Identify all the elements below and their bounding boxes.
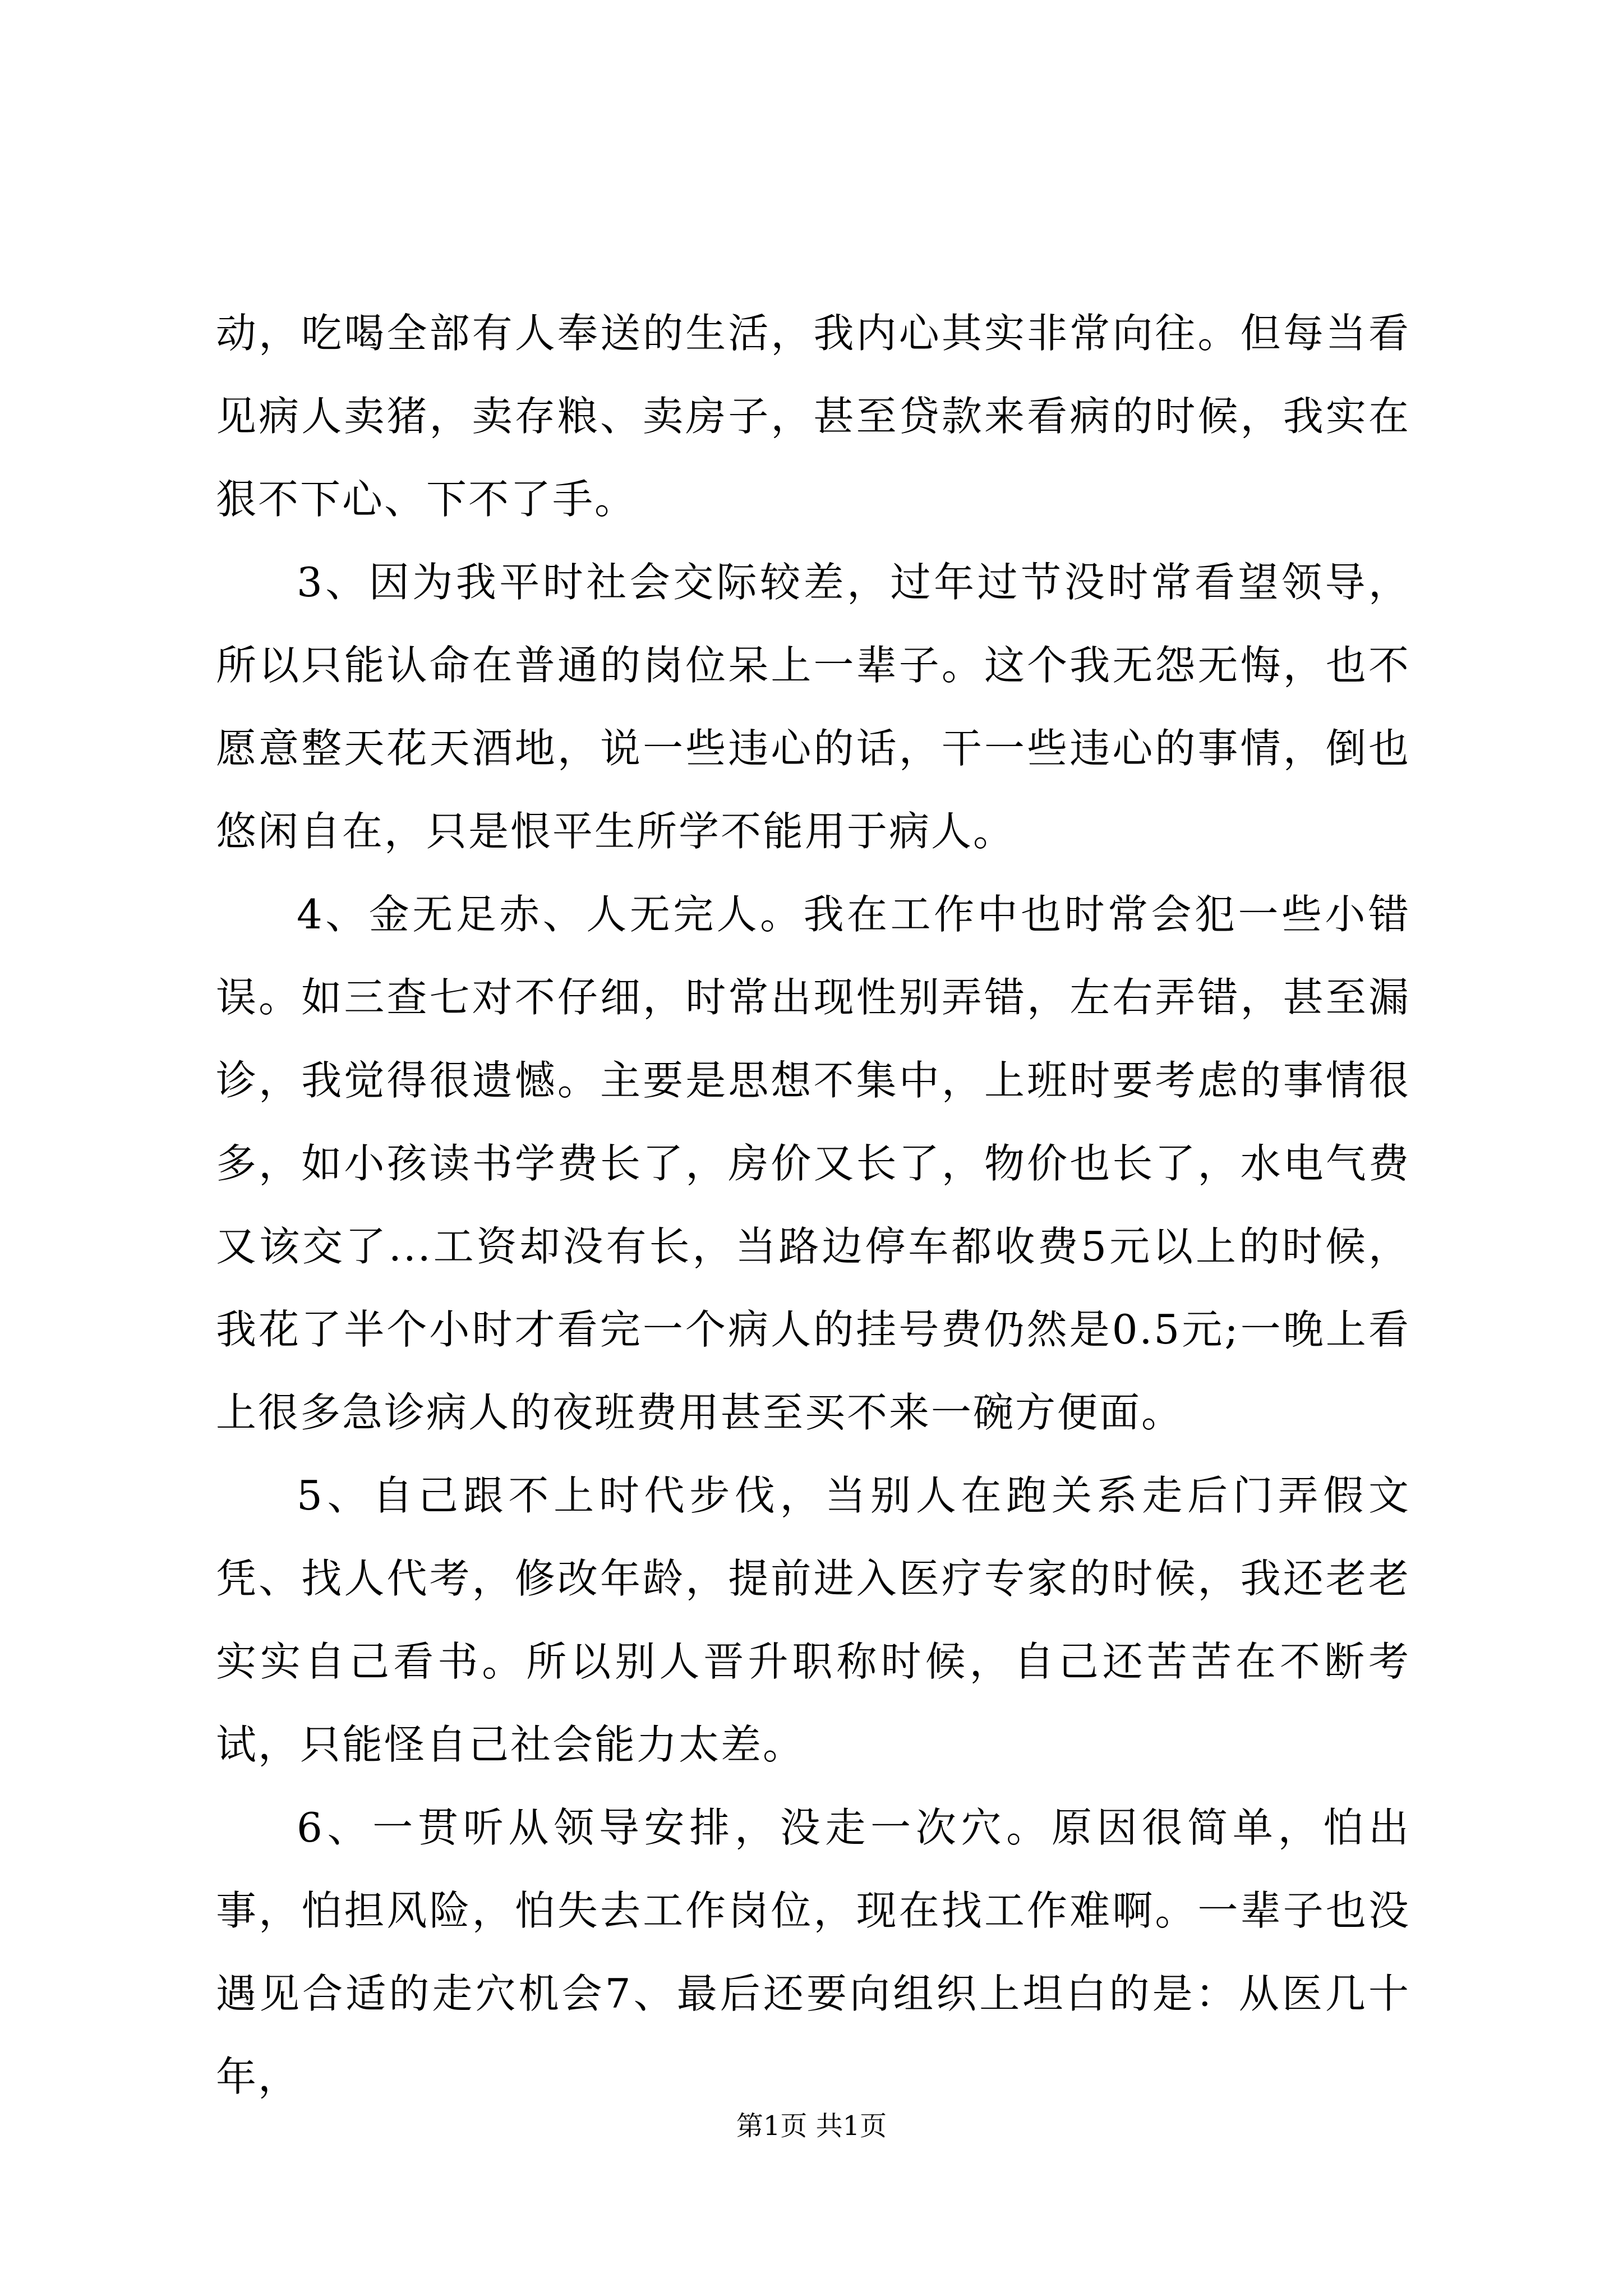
page-footer <box>0 2109 1623 2143</box>
paragraph-continuation: 动，吃喝全部有人奉送的生活，我内心其实非常向往。但每当看见病人卖猪，卖存粮、卖房子，甚至贷款来看病的时候，我实在狠不下心、下不了手。 <box>216 310 1410 523</box>
document-body <box>216 292 1410 2118</box>
paragraph-item-3: 3、因为我平时社会交际较差，过年过节没时常看望领导，所以只能认命在普通的岗位呆上一辈子。这个我无怨无悔，也不愿意整天花天酒地，说一些违心的话，干一些违心的事情，倒也悠闲自在，只是恨平生所学不能用于病人。 <box>216 559 1410 855</box>
paragraph-item-6: 6、一贯听从领导安排，没走一次穴。原因很简单，怕出事，怕担风险，怕失去工作岗位，现在找工作难啊。一辈子也没遇见合适的走穴机会7、最后还要向组织上坦白的是：从医几十年， <box>216 1804 1410 2100</box>
page-number-label: 第1页 共1页 <box>736 2110 887 2142</box>
paragraph-item-5: 5、自己跟不上时代步伐，当别人在跑关系走后门弄假文凭、找人代考，修改年龄，提前进入医疗专家的时候，我还老老实实自己看书。所以别人晋升职称时候，自己还苦苦在不断考试，只能怪自己社会能力太差。 <box>216 1472 1410 1768</box>
paragraph-item-4: 4、金无足赤、人无完人。我在工作中也时常会犯一些小错误。如三查七对不仔细，时常出现性别弄错，左右弄错，甚至漏诊，我觉得很遗憾。主要是思想不集中，上班时要考虑的事情很多，如小孩读书学费长了，房价又长了，物价也长了，水电气费又该交了...工资却没有长，当路边停车都收费5元以上的时候，我花了半个小时才看完一个病人的挂号费仍然是0.5元;一晚上看上很多急诊病人的夜班费用甚至买不来一碗方便面。 <box>216 891 1410 1436</box>
